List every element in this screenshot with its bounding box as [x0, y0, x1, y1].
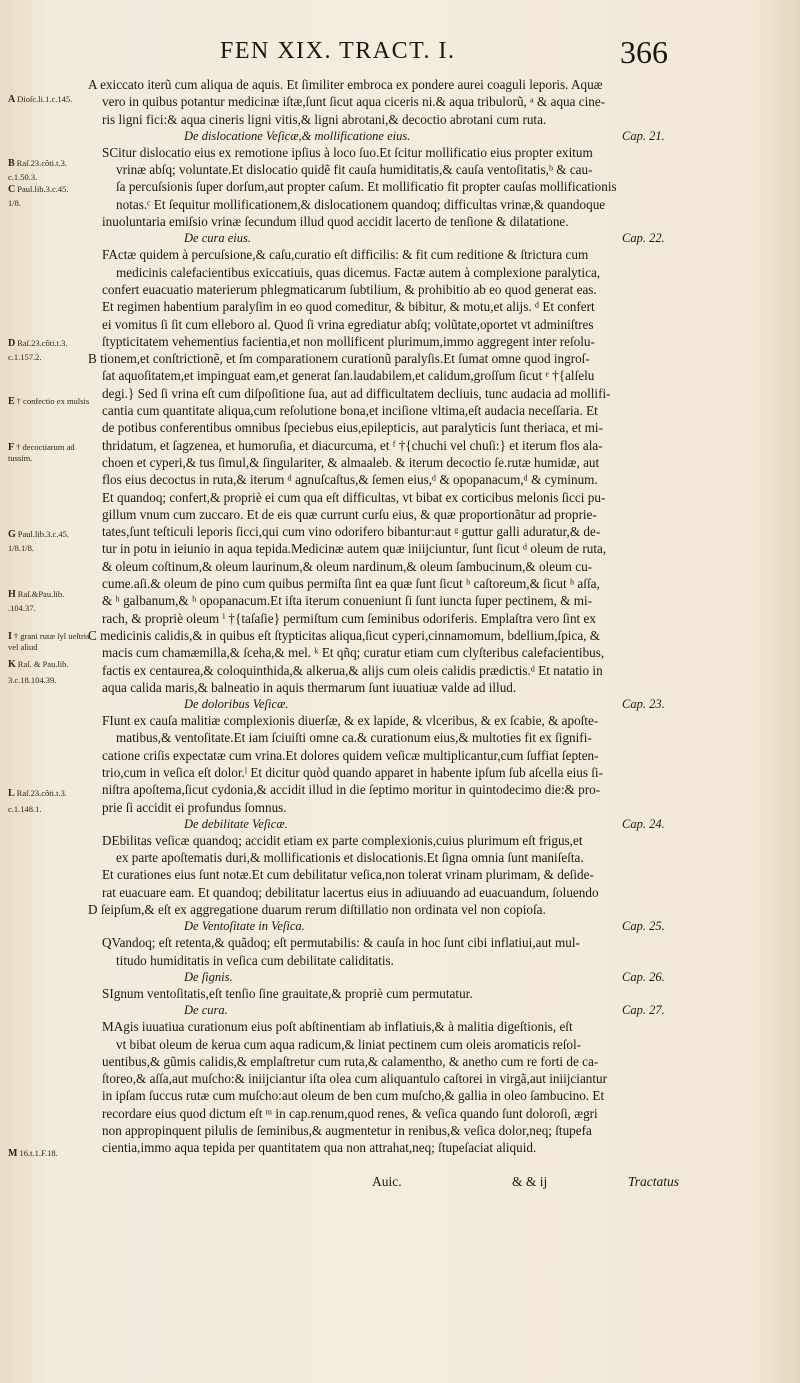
text-line: prie ſi accidit ei profundus ſomnus.: [102, 799, 287, 815]
margin-note-text: Dioſc.li.1.c.145.: [17, 94, 73, 104]
margin-note: [8, 158, 94, 169]
margin-note-letter: F: [8, 442, 15, 453]
margin-note: [8, 631, 94, 652]
margin-note-text: † grani rutæ ſyl ueſtris vel aliud: [8, 631, 90, 652]
catchword-left: Auic.: [372, 1174, 402, 1189]
text-line: de potibus conferentibus omnibus ſpeciebus eius,epilepticis, aut paralyticis ſunt theriaca, et mi-: [102, 420, 603, 436]
text-line: ei vomitus ſi ſit cum elleboro al. Quod ſi vrina egrediatur abſq; volũtate,oportet vt adminiſtres: [102, 316, 594, 332]
catchword-right: Tractatus: [628, 1174, 680, 1189]
chapter-heading: [88, 918, 778, 934]
margin-note: [8, 198, 94, 208]
running-head: FEN XIX. TRACT. I.: [220, 38, 456, 64]
text-line: A exiccato iterũ cum aliqua de aquis. Et ſimiliter embroca ex pondere aurei coaguli leporis. Aquæ: [88, 77, 603, 92]
margin-note-text: 1/8.1/8.: [8, 543, 34, 553]
text-line: macis cum chamæmilla,& ſceha,& mel. ᵏ Et qñq; curatur etiam cum clyſteribus calefacientibus,: [102, 645, 605, 661]
margin-note-letter: M: [8, 1148, 18, 1159]
text-line: gillum vnum cum zuccaro. Et de eis quæ currunt curſu eius, & quæ proportionãtur ad proprie-: [102, 506, 597, 522]
margin-note-text: c.1.157.2.: [8, 352, 42, 362]
text-line: MAgis iuuatiua curationum eius poſt abſtinentiam ab inflatiuis,& à malitia digeſtionis, eſt: [102, 1019, 573, 1035]
chapter-number: Cap. 27.: [622, 1003, 665, 1018]
margin-note-letter: I: [8, 631, 12, 642]
text-line: rach, & propriè oleum ⁱ †{taſaſie} permiſtum cum ſeminibus odoriferis. Emplaſtra vero ſint ex: [102, 610, 596, 626]
chapter-heading: [88, 128, 778, 144]
margin-note-text: Raſ.23.côti.t.3.: [16, 788, 67, 798]
text-line: & oleum coſtinum,& oleum laurinum,& oleum nardinum,& oleum ſambucinum,& oleum cu-: [102, 558, 593, 574]
text-line: ſtypticitatem vehementius facientia,et non mollificent plurimum,immo aggregent inter reſolu-: [102, 333, 595, 349]
text-line: factis ex centaurea,& coloquinthida,& alkerua,& alijs cum oleis calidis prædictis.ᵈ Et natatio in: [102, 662, 603, 678]
margin-note-text: Raſ.23.côti.t.3.: [16, 158, 67, 168]
margin-note: [8, 338, 94, 349]
chapter-heading: [88, 816, 778, 832]
text-line: ſat aquoſitatem,et impinguat eam,et generat ſan.laudabilem,et calidum,groſſum ſicut ᵉ †{alſelu: [102, 368, 595, 384]
page-header: [0, 34, 800, 72]
margin-note: [8, 804, 94, 814]
text-line: B tionem,et conſtrictionẽ, et ſm comparationem curationũ paralyſis.Et ſumat omne quod ingroſ-: [88, 351, 590, 367]
text-line: trio,cum in veſica eſt dolor.ˡ Et dicitur quòd quando apparet in habente ipſum ſub aſcella eius ſi-: [102, 764, 603, 780]
text-line: ris ligni fici:& aqua cineris ligni vitis,& ligni abrotani,& decoctio abrotani cum ruta.: [102, 111, 547, 127]
margin-note: [8, 659, 94, 670]
margin-note-text: 3.c.18.104.39.: [8, 675, 57, 685]
text-line: non appropinquent pilulis de ſeminibus,& augmentetur in renibus,& veſica dolor,neq; ſtupefa: [102, 1123, 592, 1139]
chapter-heading: [88, 230, 778, 246]
margin-note: [8, 1148, 94, 1159]
chapter-number: Cap. 26.: [622, 969, 665, 984]
text-line: vero in quibus potantur medicinæ iſtæ,ſunt ſicut aqua ciceris ni.& aqua tribulorũ, ᵃ & aqua cine-: [102, 94, 606, 110]
text-line: ſa percuſsionis ſuper dorſum,aut propter caſum. Et mollificatio fit propter cauſas mollificationis: [116, 179, 617, 195]
margin-note-letter: A: [8, 94, 16, 105]
text-line: recordare eius quod dictum eſt ᵐ in cap.renum,quod renes, & veſica quando ſunt doloroſi, ægri: [102, 1105, 598, 1121]
text-line: ex parte apoſtematis duri,& mollificationis et dislocationis.Et ſigna omnia ſunt maniſeſta.: [116, 850, 584, 866]
text-line: cantia cum quantitate aliqua,cum reſolutione bona,et inciſione vltima,eſt audacia neceſſaria. Et: [102, 403, 598, 419]
margin-note-text: Raſ.23.côti.t.3.: [17, 338, 68, 348]
text-line: niſtra apoſtema,ſicut cydonia,& accidit illud in die ſeptimo moritur in quintodecimo die:& pro-: [102, 782, 601, 798]
margin-note-text: Raſ. & Pau.lib.: [17, 659, 69, 669]
margin-note: [8, 788, 94, 799]
text-line: Et regimen habentium paralyſim in eo quod comeditur, & bibitur, & motu,et alijs. ᵈ Et confert: [102, 299, 595, 315]
text-line: in ipſam ſuccus rutæ cum muſcho:aut oleum de ben cum muſcho,& gallia in oleo ſambucino. Et: [102, 1088, 605, 1104]
chapter-number: Cap. 21.: [622, 128, 665, 143]
folio-number: 366: [620, 34, 668, 70]
margin-note: [8, 589, 94, 600]
margin-note-letter: L: [8, 788, 15, 799]
text-line: catione criſis expectatæ cum vrina.Et dolores quidem veſicæ multiplicantur,cum ſuffiat ſepten-: [102, 747, 599, 763]
margin-note: [8, 396, 94, 407]
text-line: DEbilitas veſicæ quandoq; accidit etiam ex parte complexionis,cuius plurimum eſt frigus,et: [102, 832, 583, 848]
text-line: tur in potu in ieiunio in aqua tepida.Medicinæ autem quæ iniĳciuntur, ſunt ſicut ᵈ oleum de ruta,: [102, 541, 607, 557]
text-line: FActæ quidem à percuſsione,& caſu,curatio eſt difficilis: & fit cum reditione & ſtrictura cum: [102, 247, 589, 263]
margin-note: [8, 675, 94, 685]
margin-note-text: .104.37.: [8, 603, 36, 613]
margin-note-text: c.1.148.1.: [8, 804, 42, 814]
text-line: Et quandoq; confert,& propriè ei cum qua eſt difficultas, vt bibat ex corticibus melonis ſicci pu-: [102, 489, 606, 505]
margin-note-letter: H: [8, 589, 16, 600]
chapter-title: De cura eius.: [184, 231, 251, 246]
text-line: rat euacuare eam. Et quandoq; debilitatur lacertus eius in adiuuando ad euacuandum, ſoluendo: [102, 884, 599, 900]
chapter-title: De doloribus Veſicæ.: [184, 697, 289, 712]
text-line: QVandoq; eſt retenta,& quãdoq; eſt permutabilis: & cauſa in hoc ſunt cibi inflatiui,aut mul-: [102, 935, 580, 951]
text-line: matibus,& ventoſitate.Et iam ſciuiſti omne ca.& curationum eius,& multoties fit ex ſignifi-: [116, 730, 592, 746]
chapter-number: Cap. 25.: [622, 919, 665, 934]
page-footer: [0, 1174, 800, 1194]
text-line: FIunt ex cauſa malitiæ complexionis diuerſæ, & ex lapide, & vlceribus, & ex ſcabie, & apoſte-: [102, 713, 599, 729]
chapter-number: Cap. 23.: [622, 697, 665, 712]
chapter-title: De debilitate Veſicæ.: [184, 816, 288, 831]
chapter-heading: [88, 969, 778, 985]
text-line: cume.aſi.& oleum de pino cum quibus permiſta ſint ea quæ ſunt ſicut ʰ caſtoreum,& ſicut ʰ aſſa,: [102, 576, 600, 592]
chapter-title: De cura.: [184, 1003, 228, 1018]
margin-note-letter: K: [8, 659, 16, 670]
margin-note-letter: E: [8, 396, 15, 407]
margin-note: [8, 352, 94, 362]
chapter-heading: [88, 1002, 778, 1018]
text-line: degi.} Sed ſi vrina eſt cum diſpoſitione ſua, aut ad difficultatem decliuis, tunc audacia ad mollifi-: [102, 385, 611, 401]
signature-mark: & & ij: [512, 1174, 548, 1189]
margin-note-text: † decoctiarum ad tussim.: [8, 442, 75, 463]
text-line: SIgnum ventoſitatis,eſt tenſio ſine grauitate,& propriè cum permutatur.: [102, 985, 473, 1001]
margin-note-text: 16.t.1.F.18.: [19, 1148, 58, 1158]
text-line: uentibus,& gũmis calidis,& emplaſtretur cum ruta,& calamentho, & anetho cum re forti de ca-: [102, 1053, 599, 1069]
margin-note-text: Paul.lib.3.c.45.: [17, 184, 69, 194]
text-line: notas.ᶜ Et ſequitur mollificationem,& dislocationem quandoq; difficultas vrinæ,& quandoque: [116, 196, 606, 212]
text-line: ſtoreo,& aſſa,aut muſcho:& iniĳciantur iſta olea cum aliquantulo caſtorei in virgã,aut iniĳciantur: [102, 1071, 608, 1087]
chapter-title: De ſignis.: [184, 969, 233, 984]
text-line: SCitur dislocatio eius ex remotione ipſius à loco ſuo.Et ſcitur mollificatio eius propter exitum: [102, 144, 593, 160]
margin-note-letter: C: [8, 184, 16, 195]
margin-note-text: † confectio ex mulsis: [16, 396, 90, 406]
chapter-number: Cap. 22.: [622, 231, 665, 246]
text-line: vrinæ abſq; voluntate.Et dislocatio quidẽ fit cauſa humiditatis,& cauſa ventoſitatis,ᵇ & cau-: [116, 162, 593, 178]
text-line: flos eius decoctus in ruta,& iterum ᵈ agnuſcaſtus,& ſemen eius,ᵈ & opopanacum,ᵈ & cyminum.: [102, 472, 598, 488]
text-line: medicinis calefacientibus exiccatiuis, quas dicemus. Factæ autem à complexione paralytica,: [116, 264, 601, 280]
margin-note: [8, 184, 94, 195]
text-line: titudo humiditatis in veſica cum debilitate caliditatis.: [116, 952, 394, 968]
text-line: Et curationes eius ſunt notæ.Et cum debilitatur veſica,non tolerat vrinam plurimam, & deſide-: [102, 867, 594, 883]
margin-note: [8, 603, 94, 613]
chapter-title: De Ventoſitate in Veſica.: [184, 919, 305, 934]
margin-note-letter: G: [8, 529, 16, 540]
margin-note-text: Paul.lib.3.c.45.: [17, 529, 70, 539]
chapter-number: Cap. 24.: [622, 816, 665, 831]
margin-note-letter: D: [8, 338, 16, 349]
text-line: C medicinis calidis,& in quibus eſt ſtypticitas aliqua,ſicut cyperi,cinnamomum, bdellium,ſpica, &: [88, 627, 601, 643]
text-line: inuoluntaria emiſsio vrinæ ſecundum illud quod accidit lacerto de tenſione & dilatatione.: [102, 214, 569, 230]
text-line: thridatum, et ſagzenea, et humoruſia, et diacurcuma, et ᶠ †{chuchi vel chuſi:} et iterum flos ala-: [102, 437, 603, 453]
margin-note: [8, 543, 94, 553]
text-line: cientia,immo aqua tepida per quantitatem qua non attrahat,neq; ſtupeſaciat aliquid.: [102, 1140, 537, 1156]
chapter-heading: [88, 696, 778, 712]
margin-note: [8, 172, 94, 182]
margin-note-text: Raſ.&Pau.lib.: [17, 589, 65, 599]
text-line: aqua calida maris,& balneatio in aquis thermarum ſunt iuuatiuæ valde ad illud.: [102, 679, 517, 695]
text-line: D ſeipſum,& eſt ex aggregatione duarum rerum diſtillatio non ordinata vel non copioſa.: [88, 902, 546, 918]
text-line: tates,ſunt teſticuli leporis ſicci,qui cum vino odorifero bibantur:aut ᵍ guttur galli aduratur,& de-: [102, 524, 601, 540]
text-line: choen et cyperi,& tus ſimul,& ſingulariter, & almaaleb. & iterum decoctio ſe.rutæ humidæ, aut: [102, 454, 600, 470]
margin-note-letter: B: [8, 158, 15, 169]
margin-note: [8, 94, 94, 105]
text-line: confert euacuatio materierum phlegmaticarum ſubtilium, & prohibitio ab eo quod generat eas.: [102, 281, 597, 297]
margin-note-text: 1/8.: [8, 198, 21, 208]
margin-note: [8, 442, 94, 463]
text-line: vt bibat oleum de kerua cum aqua radicum,& liniat pectinem cum oleis aromaticis reſol-: [116, 1036, 582, 1052]
margin-note: [8, 529, 94, 540]
margin-note-text: c.1.50.3.: [8, 172, 38, 182]
main-text: [88, 76, 778, 1157]
chapter-title: De dislocatione Veſicæ,& mollificatione eius.: [184, 128, 411, 143]
text-line: & ʰ galbanum,& ʰ opopanacum.Et iſta iterum conueniunt ſi ſunt iuncta ſuper pectinem, & mi-: [102, 593, 593, 609]
